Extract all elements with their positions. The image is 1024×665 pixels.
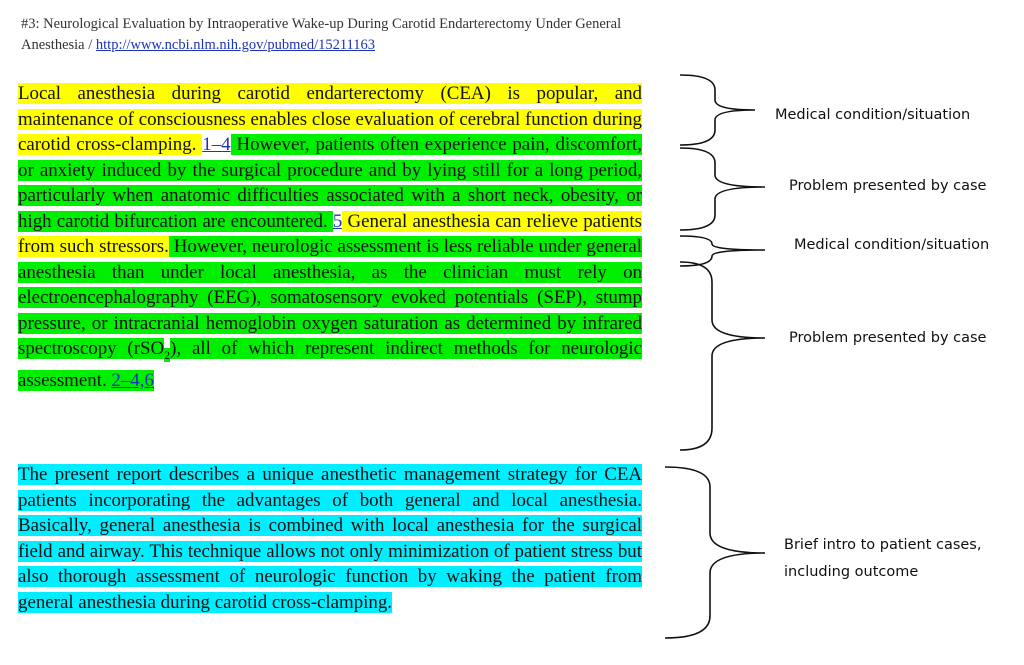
- brace-3: [680, 236, 765, 266]
- pubmed-link[interactable]: http://www.ncbi.nlm.nih.gov/pubmed/15211163: [95, 37, 376, 53]
- highlight-condition-2: General anesthesia can relieve patients from such stressors.: [18, 210, 642, 257]
- annotation-medical-condition-1: Medical condition/situation: [775, 107, 971, 123]
- highlight-problem-2a: However, neurologic assessment is less reliable under general anesthesia than under local anesthesia, as the clinician must rely on electroencephalography (EEG), somatosensory evoked potentials (SEP), stump pressure, or intracranial hemoglobin oxygen saturation as determined by infrared spectroscopy (rSO: [18, 236, 642, 359]
- highlight-problem-1: However, patients often experience pain, discomfort, or anxiety induced by the surgical procedure and by lying still for a long period, particularly when anatomic difficulties associated with a short neck, obesity, or high carotid bifurcation are encountered.: [18, 134, 643, 232]
- annotation-brief-intro-line1: Brief intro to patient cases,: [784, 537, 982, 553]
- annotation-problem-2: Problem presented by case: [789, 330, 987, 346]
- annotation-brief-intro: [784, 534, 981, 583]
- highlight-problem-2b: ), all of which represent indirect methods for neurologic assessment.: [18, 338, 643, 392]
- brace-2: [680, 148, 765, 230]
- subscript-2: 2: [164, 347, 171, 362]
- brace-4: [680, 262, 765, 450]
- highlight-condition-1: Local anesthesia during carotid endarterectomy (CEA) is popular, and maintenance of consciousness enables close evaluation of cerebral function during carotid cross-clamping.: [18, 83, 642, 155]
- brace-1: [680, 75, 755, 145]
- reference-link-2[interactable]: 5: [332, 210, 343, 232]
- reference-link-1[interactable]: 1–4: [202, 134, 231, 155]
- highlight-intro-cases: The present report describes a unique anesthetic management strategy for CEA patients incorporating the advantages of both general and local anesthesia. Basically, general anesthesia is combined with local anesthesia for the surgical field and airway. This technique allows not only minimization of patient stress but also thorough assessment of neurologic function by waking the patient from general anesthesia during carotid cross-clamping.: [18, 464, 642, 613]
- article-title: #3: Neurological Evaluation by Intraoperative Wake-up During Carotid Endarterectomy Under General Anesthesia /: [21, 16, 622, 53]
- reference-link-3[interactable]: 2–4,6: [111, 370, 154, 392]
- annotation-medical-condition-2: Medical condition/situation: [794, 237, 990, 253]
- brace-5: [665, 467, 765, 638]
- annotation-problem-1: Problem presented by case: [789, 178, 987, 194]
- annotation-brief-intro-line2: including outcome: [784, 564, 919, 580]
